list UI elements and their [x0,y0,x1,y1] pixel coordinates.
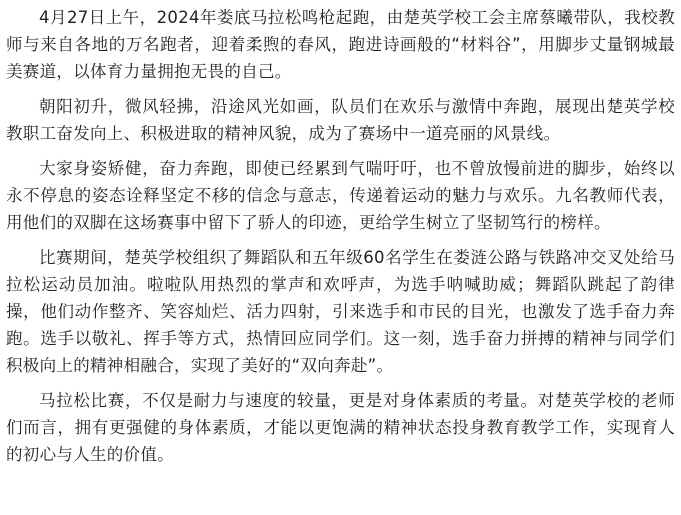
paragraph-morning-scenery: 朝阳初升，微风轻拂，沿途风光如画，队员们在欢乐与激情中奔跑，展现出楚英学校教职工奋发向上、积极进取的精神风貌，成为了赛场中一道亮丽的风景线。 [6,97,675,143]
paragraph-conclusion: 马拉松比赛，不仅是耐力与速度的较量，更是对身体素质的考量。对楚英学校的老师们而言，拥有更强健的身体素质，才能以更饱满的精神状态投身教育教学工作，实现育人的初心与人生的价值。 [6,391,675,464]
paragraph-cheering-students: 比赛期间，楚英学校组织了舞蹈队和五年级60名学生在娄涟公路与铁路冲交叉处给马拉松运动员加油。啦啦队用热烈的掌声和欢呼声，为选手呐喊助威；舞蹈队跳起了韵律操，他们动作整齐、笑容灿烂、活力四射，引来选手和市民的目光，也激发了选手奋力奔跑。选手以敬礼、挥手等方式，热情回应同学们。这一刻，选手奋力拼搏的精神与同学们积极向上的精神相融合，实现了美好的“双向奔赴”。 [6,248,675,375]
paragraph-running-spirit: 大家身姿矫健，奋力奔跑，即使已经累到气喘吁吁，也不曾放慢前进的脚步，始终以永不停息的姿态诠释坚定不移的信念与意志，传递着运动的魅力与欢乐。九名教师代表，用他们的双脚在这场赛事中留下了骄人的印迹，更给学生树立了坚韧笃行的榜样。 [6,159,675,232]
paragraph-marathon-start: 4月27日上午，2024年娄底马拉松鸣枪起跑，由楚英学校工会主席蔡曦带队，我校教师与来自各地的万名跑者，迎着柔煦的春风，跑进诗画般的“材料谷”，用脚步丈量钢城最美赛道，以体育力量拥抱无畏的自己。 [6,8,675,81]
